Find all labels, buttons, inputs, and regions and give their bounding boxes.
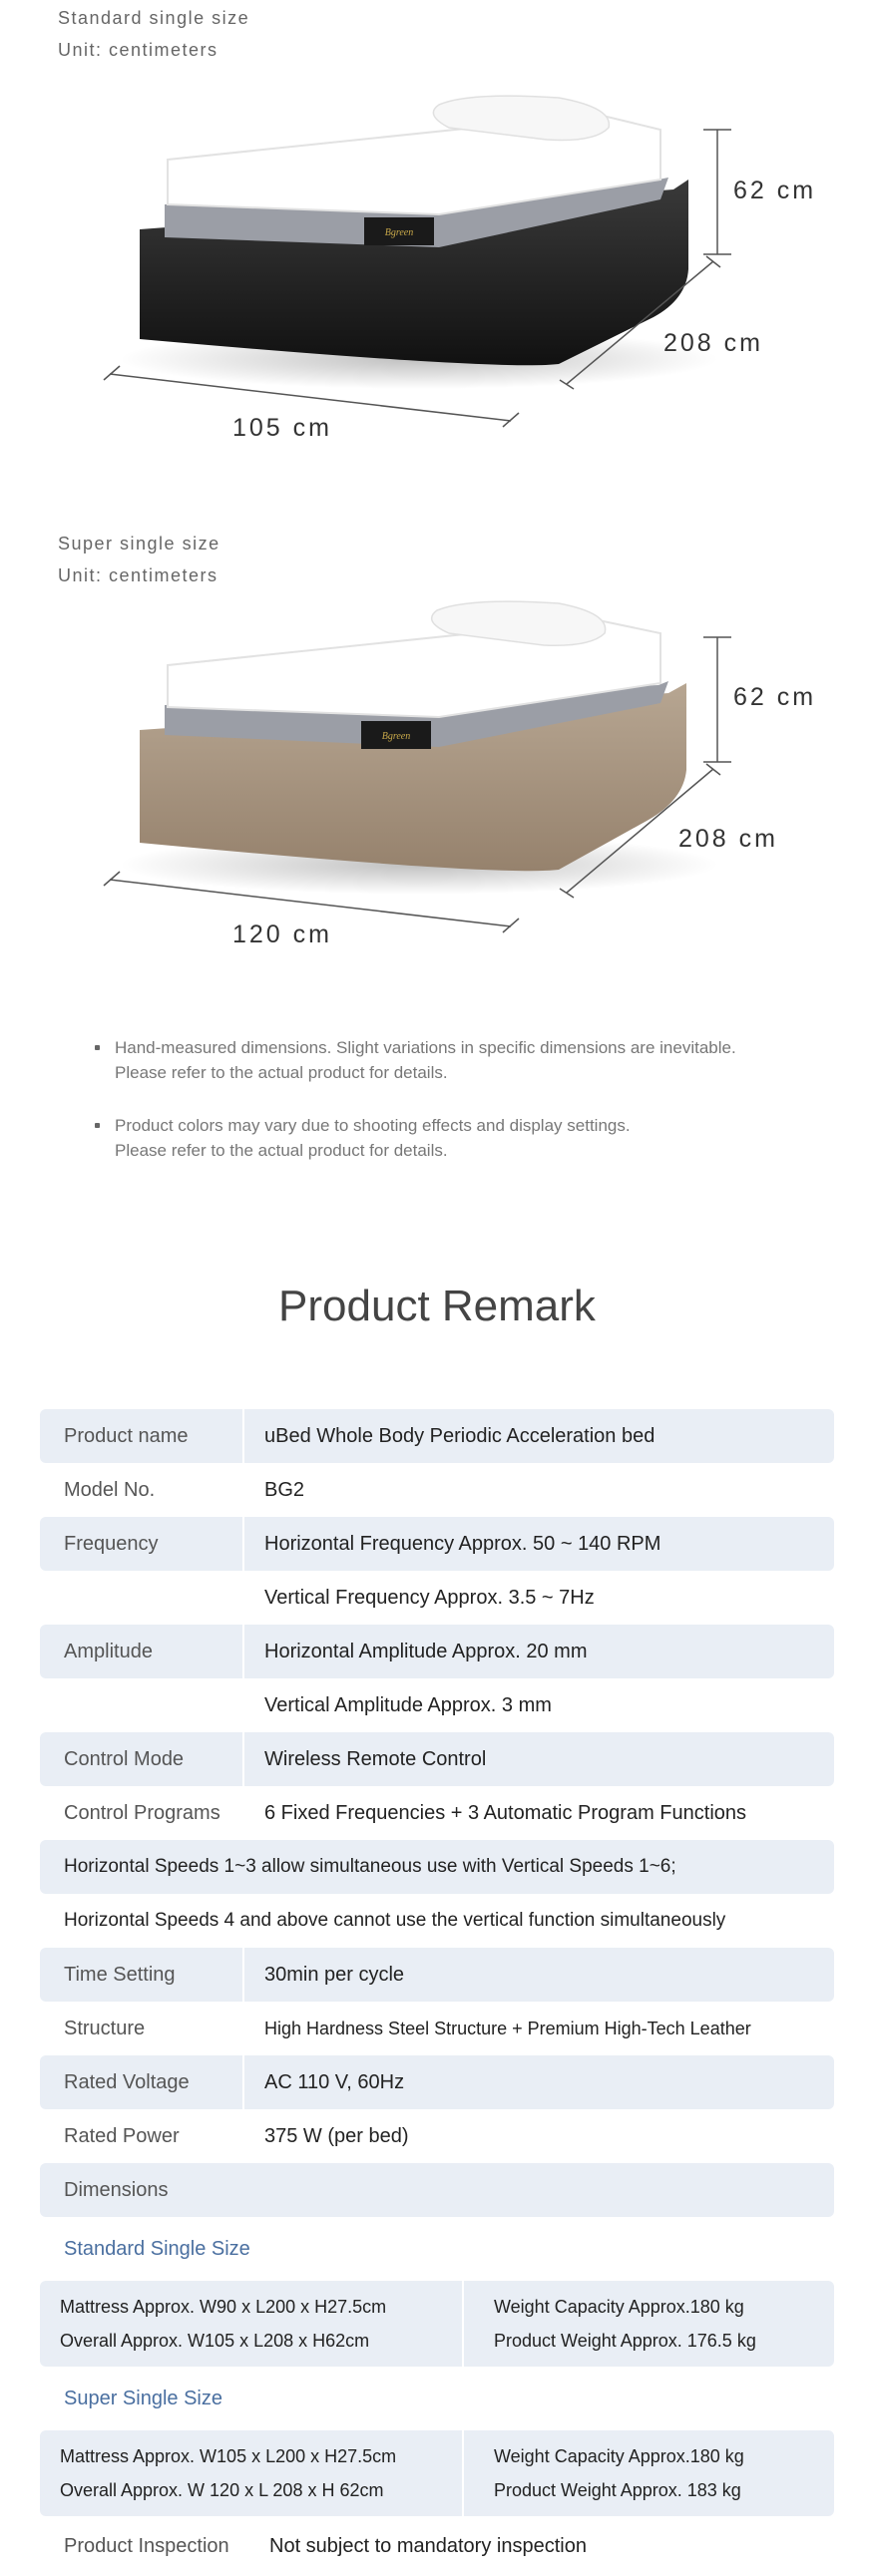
height-label: 62 cm xyxy=(733,683,817,711)
note-item xyxy=(95,1035,813,1085)
weight-capacity: Weight Capacity Approx.180 kg xyxy=(494,2297,744,2317)
super-unit-caption: Unit: centimeters xyxy=(58,565,218,585)
speed-note-text: Horizontal Speeds 4 and above cannot use the vertical function simultaneously xyxy=(64,1910,726,1931)
note-line: Please refer to the actual product for details. xyxy=(115,1141,448,1160)
height-label: 62 cm xyxy=(733,177,817,204)
spec-row-amplitude-vertical xyxy=(40,1678,834,1732)
overall-dimension: Overall Approx. W 120 x L 208 x H 62cm xyxy=(60,2480,384,2500)
spec-row-voltage xyxy=(40,2055,834,2109)
spec-value: Not subject to mandatory inspection xyxy=(269,2534,587,2557)
spec-label: Frequency xyxy=(40,1517,244,1571)
spec-row-amplitude xyxy=(40,1625,834,1678)
mattress-dimension: Mattress Approx. W90 x L200 x H27.5cm xyxy=(60,2297,387,2317)
notes-list xyxy=(95,1035,813,1191)
spec-row-time-setting xyxy=(40,1948,834,2002)
spec-table xyxy=(40,1409,834,2576)
height-dimension-line xyxy=(703,130,731,254)
spec-value: 375 W (per bed) xyxy=(264,2124,409,2147)
spec-value: Wireless Remote Control xyxy=(264,1747,487,1770)
spec-value: Vertical Amplitude Approx. 3 mm xyxy=(264,1693,552,1716)
spec-label: Control Programs xyxy=(64,1801,220,1824)
spec-label: Amplitude xyxy=(40,1625,244,1678)
spec-row-control-programs xyxy=(40,1786,834,1840)
spec-label: Rated Voltage xyxy=(40,2055,244,2109)
speed-note-text: Horizontal Speeds 1~3 allow simultaneous use with Vertical Speeds 1~6; xyxy=(64,1856,676,1877)
spec-row-speed-note xyxy=(40,1840,834,1894)
bullet-icon xyxy=(95,1045,100,1050)
standard-size-title: Standard Single Size xyxy=(64,2237,250,2260)
spec-value: Horizontal Amplitude Approx. 20 mm xyxy=(264,1640,588,1662)
length-label: 208 cm xyxy=(678,825,778,853)
length-label: 208 cm xyxy=(663,329,763,357)
spec-value: High Hardness Steel Structure + Premium High-Tech Leather xyxy=(264,2018,751,2038)
spec-label: Time Setting xyxy=(40,1948,244,2002)
spec-value: 30min per cycle xyxy=(264,1963,405,1986)
overall-dimension: Overall Approx. W105 x L208 x H62cm xyxy=(60,2331,370,2351)
spec-value: 6 Fixed Frequencies + 3 Automatic Program Functions xyxy=(264,1801,747,1824)
note-line: Product colors may vary due to shooting effects and display settings. xyxy=(115,1116,631,1135)
spec-label: Product name xyxy=(40,1409,244,1463)
super-size-title: Super Single Size xyxy=(64,2387,222,2409)
super-bed-illustration xyxy=(0,526,874,1024)
spec-row-product-name xyxy=(40,1409,834,1463)
spec-label: Control Mode xyxy=(40,1732,244,1786)
spec-label: Dimensions xyxy=(64,2178,169,2201)
height-dimension-line xyxy=(703,637,731,762)
standard-bed-section xyxy=(0,0,874,499)
product-weight: Product Weight Approx. 183 kg xyxy=(494,2480,741,2500)
product-remark-heading: Product Remark xyxy=(278,1282,596,1330)
note-line: Hand-measured dimensions. Slight variations in specific dimensions are inevitable. xyxy=(115,1038,736,1057)
spec-label: Model No. xyxy=(64,1478,156,1501)
spec-row-inspection xyxy=(40,2516,834,2576)
spec-label: Product Inspection xyxy=(64,2534,229,2557)
weight-capacity: Weight Capacity Approx.180 kg xyxy=(494,2446,744,2466)
standard-bed-illustration xyxy=(0,0,874,499)
spec-label: Structure xyxy=(64,2017,146,2039)
spec-value: uBed Whole Body Periodic Acceleration bed xyxy=(264,1424,656,1447)
super-bed-section xyxy=(0,526,874,1024)
spec-row-frequency xyxy=(40,1517,834,1571)
spec-label: Rated Power xyxy=(64,2124,180,2147)
super-size-box xyxy=(40,2430,834,2516)
standard-unit-caption: Unit: centimeters xyxy=(58,40,218,60)
spec-value: AC 110 V, 60Hz xyxy=(264,2070,405,2093)
mattress-dimension: Mattress Approx. W105 x L200 x H27.5cm xyxy=(60,2446,397,2466)
spec-value: Horizontal Frequency Approx. 50 ~ 140 RPM xyxy=(264,1532,661,1555)
note-line: Please refer to the actual product for details. xyxy=(115,1063,448,1082)
spec-row-dimensions xyxy=(40,2163,834,2217)
spec-row-speed-note xyxy=(40,1894,834,1948)
spec-row-structure xyxy=(40,2002,834,2055)
spec-row-control-mode xyxy=(40,1732,834,1786)
spec-row-power xyxy=(40,2109,834,2163)
brand-text: Bgreen xyxy=(384,227,414,238)
super-size-caption: Super single size xyxy=(58,534,220,553)
brand-text: Bgreen xyxy=(381,731,411,742)
width-label: 105 cm xyxy=(232,414,332,442)
note-item xyxy=(95,1113,813,1163)
standard-size-caption: Standard single size xyxy=(58,8,250,28)
spec-row-model xyxy=(40,1463,834,1517)
spec-value: BG2 xyxy=(264,1478,305,1501)
spec-value: Vertical Frequency Approx. 3.5 ~ 7Hz xyxy=(264,1586,595,1609)
spec-row-frequency-vertical xyxy=(40,1571,834,1625)
bullet-icon xyxy=(95,1123,100,1128)
standard-size-box xyxy=(40,2281,834,2367)
product-weight: Product Weight Approx. 176.5 kg xyxy=(494,2331,756,2351)
width-label: 120 cm xyxy=(232,920,332,948)
